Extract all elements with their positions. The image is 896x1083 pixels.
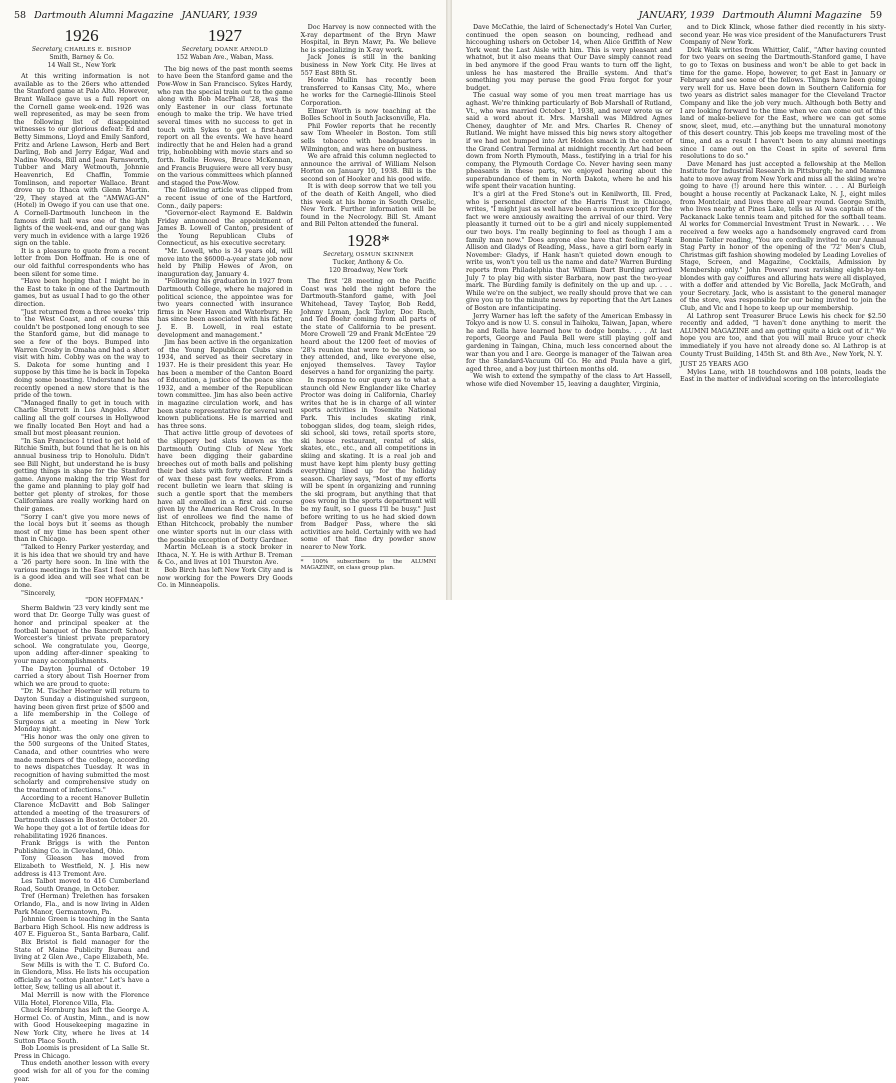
issue-date-right: JANUARY, 1939 xyxy=(638,9,715,21)
paragraph: "Sorry I can't give you more news of the local boys but it seems as though most of my time has been spent other than in Chicago. xyxy=(14,512,150,544)
class-1927-heading: 1927 xyxy=(207,26,242,45)
paragraph: Jim has been active in the organization of the Young Republican Clubs since 1934, and served as their secretary in 1937. He is their president this year. He has been a member of the Canton Board of Education, a justice of the peace since 1932, and a member of the Republican town committee. Jim has also been active in magazine circulation work, and has been state representative for several well known publications. He is married and has three sons. xyxy=(157,338,293,430)
paragraph: The Dayton Journal of October 19 carried a story about Tish Hoerner from which we are proud to quote: xyxy=(14,664,150,688)
right-column-2 xyxy=(680,24,886,596)
paragraph: Sherm Baldwin '23 very kindly sent me word that Dr. George Tully was guest of honor and principal speaker at the football banquet of the Bancroft School, Worcester's tiniest private preparatory school. We congratulate you, George, upon adding after-dinner speaking to your many accomplishments. xyxy=(14,603,150,665)
paragraph: "Sincerely, xyxy=(21,588,56,597)
letter-signature: "DON HOFFMAN." xyxy=(85,597,144,605)
paragraph: It's a girl at the Fred Stone's out in Kenilworth, Ill. Fred, who is personnel director of the Harris Trust in Chicago, writes, "I might just as well have been a reunion except for the fact we were anxiously awaiting the arrival of our third. Very pleasantly it turned out to be a girl and nicely supplemented our two boys. I'm really beginning to feel as though I am a family man now." Does anyone else have that feeling? Hank Allison and Gladys of Reading, Mass., have a girl born early in November: Gladys, if Hank hasn't quieted down enough to write us, won't you tell us the name and date? Warren Burding reports from Philadelphia that William Dart Burding arrived July 7 to play big with sister Barbara, now past the two-year mark. The Burding family is definitely on the up and up. . . . While we're on the subject, we really should prove that we can give you up to the minute news by reporting that the Art Lanes of Boston are infanticipating. xyxy=(466,190,672,312)
right-page xyxy=(452,0,896,600)
paragraph: "Just returned from a three weeks' trip to the West Coast, and of course this couldn't be postponed long enough to see the Stanford game, but did manage to see a few of the boys. Bumped into Warren Crosby in Omaha and had a short visit with him. Cobby was on the way to S. Dakota for some hunting and I suppose by this time he is back in Topeka doing some boasting. Understand he has recently opened a new store that is the pride of the town. xyxy=(14,307,150,400)
paragraph: "Dr. M. Tischer Hoerner will return to Dayton Sunday a distinguished surgeon, having been given first prize of $500 and a life membership in the College of Surgeons at a meeting in New York Monday night. xyxy=(14,687,150,734)
paragraph: That active little group of devotees of the slippery bed slats known as the Dartmouth Outing Club of New York have been digging their gabardine breeches out of moth balls and polishing their bed slats with forty different kinds of wax these past few weeks. From a recent bulletin we learn that skiing is such a gentle sport that the members have all enrolled in a first aid course given by the American Red Cross. In the list of enrollees we find the name of Ethan Hitchcock, probably the number one winter sports nut in our class with the possible exception of Dotty Gardner. xyxy=(157,429,293,544)
paragraph: Chuck Hornburg has left the George A. Hormel Co. of Austin, Minn., and is now with Good Housekeeping magazine in New York City, where he lives at 14 Sutton Place South. xyxy=(14,1006,150,1045)
class-1927-secretary: Secretary, DOANE ARNOLD xyxy=(181,46,269,53)
paragraph: Elmer Worth is now teaching at the Bolles School in South Jacksonville, Fla. xyxy=(300,106,436,123)
paragraph: We are afraid this column neglected to announce the arrival of William Nelson Horton on January 10, 1938. Bill is the second son of Hooker and his good wife. xyxy=(300,152,436,183)
paragraph: Thus endeth another lesson with every good wish for all of you for the coming year. xyxy=(14,1059,150,1083)
paragraph: Mal Merrill is now with the Florence Villa Hotel, Florence Villa, Fla. xyxy=(14,991,150,1007)
paragraph: It is with deep sorrow that we tell you of the death of Keith Angell, who died this week at his home in South Orselic, New York. Further information will be found in the Necrology. Bill St. Amant and Bill Pelton attended the funeral. xyxy=(300,182,436,229)
paragraph: Tref (Herman) Trelethen has forsaken Orlando, Fla., and is now living in Alden Park Manor, Germantown, Pa. xyxy=(14,892,150,916)
paragraph: Martin McLean is a stock broker in Ithaca, N. Y. He is with Arthur B. Treman & Co., and lives at 101 Thurston Ave. xyxy=(157,543,293,567)
paragraph: Jack Jones is still in the banking business in New York City. He lives at 557 East 88th St. xyxy=(300,53,436,77)
paragraph: "Have been hoping that I might be in the East to take in one of the Dartmouth games, but as usual I had to go the other direction. xyxy=(14,277,150,309)
subscription-footnote: * 100% subscribers to the ALUMNI MAGAZINE, on class group plan. xyxy=(301,556,436,572)
class-1927-address: 152 Waban Ave., Waban, Mass. xyxy=(176,54,274,62)
left-column-1 xyxy=(14,24,150,1083)
paragraph: "Governor-elect Raymond E. Baldwin Friday announced the appointment of James B. Lowell of Canton, president of the Young Republican Clubs of Connecticut, as his executive secretary. xyxy=(157,209,293,248)
paragraph: Frank Briggs is with the Penton Publishing Co. in Cleveland, Ohio. xyxy=(14,839,150,855)
page-number-left: 58 xyxy=(14,9,27,21)
paragraph: Howie Mullin has recently been transferred to Kansas City, Mo., where he works for the Carnegie-Illinois Steel Corporation. xyxy=(300,76,436,107)
paragraph: "Talked to Henry Parker yesterday, and it is his idea that we should try and have a '26 party here soon. In line with the various meetings in the East I feel that it is a good idea and will see what can be done. xyxy=(14,543,150,589)
section-heading: JUST 25 YEARS AGO xyxy=(680,360,749,369)
left-column-2 xyxy=(157,24,292,596)
paragraph: "In San Francisco I tried to get hold of Ritchie Smith, but found that he is on his annual business trip to Honolulu. Didn't see Bill Night, but understand he is busy getting things in shape for the Stanford game. Anyone making the trip West for the game and planning to play golf had better get plenty of strokes, for those Californians are really working hard on their games. xyxy=(14,436,150,514)
paragraph: Tony Gleason has moved from Elizabeth to Westfield, N. J. His new address is 413 Tremont Ave. xyxy=(14,854,150,878)
left-page-header xyxy=(14,8,432,22)
paragraph: Al Lathrop sent Treasurer Bruce Lewis his check for $2.50 recently and added, "I haven't done anything to merit the ALUMNI MAGAZINE and am getting quite a kick out of it." We hope you are too, and that you will mail Bruce your check immediately if you have not already done so. Al Lathrop is at County Trust Building, 145th St. and 8th Ave., New York, N. Y. xyxy=(680,311,886,358)
class-1928-secretary: Secretary, OSMUN SKINNER xyxy=(323,251,414,259)
magazine-title-right: Dartmouth Alumni Magazine xyxy=(722,9,862,21)
paragraph: Doc Harvey is now connected with the X-ray department of the Bryn Mawr Hospital, in Bryn Mawr, Pa. We believe he is specializing in X-ray work. xyxy=(300,23,436,54)
paragraph: and to Dick Klinck, whose father died recently in his sixty-second year. He was vice president of the Manufacturers Trust Company of New York. xyxy=(680,23,886,47)
paragraph: Bix Bristol is field manager for the State of Maine Publicity Bureau and living at 2 Glen Ave., Cape Elizabeth, Me. xyxy=(14,937,150,962)
class-1928-heading: 1928* xyxy=(347,231,390,251)
paragraph: The casual way some of you men treat marriage has us aghast. We're thinking particularly of Bob Marshall of Rutland, Vt., who was married October 1, 1938, and never wrote us or said a word about it. Mrs. Marshall was Mildred Agnes Cheney, daughter of Mr. and Mrs. Charles R. Cheney of Rutland. We might have missed this big news story altogether if we had not bumped into Art Holden smack in the center of the Grand Central Terminal at midnight recently. Art had been down from North Plymouth, Mass., testifying in a trial for his company, the Plymouth Cordage Co. Never having seen many pheasants in these parts, we enjoyed hearing about the superabundance of them in North Dakota, where he and his wife spent their vacation hunting. xyxy=(466,91,672,191)
paragraph: It is a pleasure to quote from a recent letter from Don Hoffman. He is one of our old faithful correspondents who has been silent for some time. xyxy=(14,246,150,278)
paragraph: The following article was clipped from a recent issue of one of the Hartford, Conn., daily papers: xyxy=(157,186,293,210)
right-page-header xyxy=(466,8,882,22)
magazine-title-left: Dartmouth Alumni Magazine xyxy=(34,9,174,21)
paragraph: "Mr. Lowell, who is 34 years old, will move into the $6000-a-year state job now held by Philip Hewes of Avon, on inauguration day, January 4. xyxy=(157,247,293,278)
paragraph: In response to our query as to what a staunch old New Englander like Charley Proctor was doing in California, Charley writes that he is in charge of all winter sports activities in Yosemite National Park. This includes skating rink, toboggan slides, dog team, sleigh rides, ski school, ski tows, retail sports store, ski house restaurant, rental of skis, skates, etc., etc., and all competitions in skiing and skating. It is a real job and must have kept him plenty busy getting everything lined up for the holiday season. Charley says, "Most of my efforts will be spent in organizing and running the ski program, but anything that that goes wrong in the sports department will be my fault, so I guess I'll be busy." Just before writing to us he had skied down from Badger Pass, where the ski activities are held. Certainly with we had some of that fine dry powder snow nearer to New York. xyxy=(300,375,436,552)
paragraph: Myles Lane, with 18 touchdowns and 108 points, leads the East in the matter of individual scoring on the intercollegiate xyxy=(680,367,886,384)
paragraph: Johnnie Green is teaching in the Santa Barbara High School. His new address is 407 E. Figueroa St., Santa Barbara, Calif. xyxy=(14,915,150,939)
paragraph: Jerry Warner has left the safety of the American Embassy in Tokyo and is now U. S. consul in Taihoku, Taiwan, Japan, where he and Rella have learned how to dodge bombs. . . . At last reports, George and Paula Bell were still playing golf and gardening in Taingan, China, much less concerned about the war than you and I are. George is manager of the Taiwan area for the Standard-Vacuum Oil Co. He and Paula have a girl, aged three, and a boy just thirteen months old. xyxy=(466,311,672,373)
paragraph: The big news of the past month seems to have been the Stanford game and the Pow-Wow in San Francisco. Sykes Hardy, who ran the special train out to the game along with Bob MacPhail '28, was the only Eastener in our class fortunate enough to make the trip. We have tried several times with no success to get in touch with Sykes to get a first-hand report on all the events. We have heard indirectly that he and Helen had a grand trip, hobnobbing with movie stars and so forth. Rollie Howes, Bruce McKennan, and Francis Bruguiere were all very busy on the various committees which planned and staged the Pow-Wow. xyxy=(157,64,293,187)
paragraph: Les Talbot moved to 416 Cumberland Road, South Orange, in October. xyxy=(14,877,150,893)
left-page xyxy=(0,0,446,1083)
paragraph: "His honor was the only one given to the 500 surgeons of the United States, Canada, and other countries who were made members of the college, according to news dispatches Tuesday. It was in recognition of having submitted the most scholarly and comprehensive study on the treatment of infections." xyxy=(14,732,150,795)
paragraph: Phil Fowler reports that he recently saw Tom Wheeler in Boston. Tom still sells tobacco with headquarters in Wilmington, and was here on business. xyxy=(300,121,436,153)
issue-date-left: JANUARY, 1939 xyxy=(181,9,258,21)
paragraph: According to a recent Hanover Bulletin Clarence McDavitt and Bob Salinger attended a meeting of the treasurers of Dartmouth classes in Boston October 20. We hope they got a lot of fertile ideas for rehabilitating 1926 finances. xyxy=(14,793,150,840)
paragraph: The first '28 meeting on the Pacific Coast was held the night before the Dartmouth-Stanford game, with Joel Whitehead, Tavey Taylor, Bob Redd, Johnny Lyman, Jack Taylor, Doc Ruch, and Ted Boehr coming from all parts of the state of California to be present. More Crowell '29 and Frank McEntee '29 heard about the 1200 feet of movies of '28's reunion that were to be shown, so they attended, and, like everyone else, enjoyed themselves. Tavey Taylor deserves a hand for organizing the party. xyxy=(300,277,436,377)
class-1926-heading: 1926 xyxy=(64,26,99,45)
class-1926-address: Smith, Barney & Co. 14 Wall St., New York xyxy=(47,54,116,69)
page-number-right: 59 xyxy=(869,9,882,21)
paragraph: Sew Mills is with the T. C. Buford Co. in Glendora, Miss. He lists his occupation officially as "cotton planter." Let's have a letter, Sew, telling us all about it. xyxy=(14,960,150,992)
paragraph: We wish to extend the sympathy of the class to Art Hassell, whose wife died November 15, leaving a daughter, Virginia, xyxy=(466,372,672,388)
paragraph: Dick Walk writes from Whittier, Calif., "After having counted for two years on seeing the Dartmouth-Stanford game, I have to go to Texas on business and won't be able to get back in time for the game. Hope, however, to get East in January or February and see some of the fellows. Things have been going very well for us. Have been down in Southern California for two years as district sales manager for the Cleveland Tractor Company and like the job very much. Although both Betty and I are looking forward to the time when we can come out of this land of make-believe for the East, where we can get some snow, sleet, mud, etc.—anything but the unnatural monotony of this desert country. This job keeps me traveling most of the time, and as a result I haven't been to any alumni meetings since I came out on the Coast in spite of several firm resolutions to do so." xyxy=(680,45,886,161)
paragraph: Bob Loomis is president of La Salle St. Press in Chicago. xyxy=(14,1044,150,1060)
paragraph: At this writing information is not available as to the 26ers who attended the Stanford game at Palo Alto. However, Brant Wallace gave us a full report on the Cornell game week-end. 1926 was well represented, as may be seen from the following list of disappointed witnesses to our glorious defeat: Ed and Betty Simmons, Lloyd and Emily Sanford, Fritz and Arlene Lawson, Herb and Bert Darling, Bob and Jerry Edgar, Wad and Nadine Woods, Bill and Jean Farnsworth, Tubber and Mary Wetmouth, Johnnie Heavenrich, Ed Chaffin, Tommie Tomlinson, and reporter Wallace. Brant drove up to Ithaca with Glenn Martin. '29, They stayed at the "AMWAG-AN" (Hotel) in Owego if you can use that one. A Cornell-Dartmouth luncheon in the famous drill hall was one of the high lights of the week-end, and our gang was very much in evidence with a large 1926 sign on the table. xyxy=(14,72,150,248)
class-1926-secretary: Secretary, CHARLES E. BISHOP xyxy=(31,46,132,53)
paragraph: Dave Menard has just accepted a fellowship at the Mellon Institute for Industrial Research in Pittsburgh; he and Mamma hate to move away from New York and miss all the skiing we're going to have (!) around here this winter. . . . Al Burleigh bought a house recently at Packanack Lake, N. J., eight miles from Montclair, and lives there all year round. George Smith, who lives nearby at Pines Lake, tells us Al was captain of the Packanack Lake tennis team and pitched for the softball team. Al works for Commercial Investment Trust in Newark. . . . We received a few weeks ago a handsomely engraved card from Bonnie Teller reading, "You are cordially invited to our Annual Stag Party in honor of the opening of the '72' Men's Club, Christmas gift fashion showing modeled by Leading Lovelies of Stage, Screen, and Magazine, Cocktails, Admission by Membership only." John Powers' most ravishing eight-by-ten blondes with gay coiffures and alluring hats were all displayed, with a doffer and attended by Vic Borella, Jack McGrath, and your Secretary. Jack, who is assistant to the general manager of the store, was responsible for our being invited to join the Club, and Vic and I hope to keep up our membership. xyxy=(680,159,887,312)
right-column-1 xyxy=(466,24,672,596)
paragraph: Bob Birch has left New York City and is now working for the Powers Dry Goods Co. in Minneapolis. xyxy=(157,566,293,590)
left-column-3 xyxy=(301,24,436,596)
class-1928-address: Tucker, Anthony & Co. 120 Broadway, New York xyxy=(329,259,408,274)
paragraph: "Managed finally to get in touch with Charlie Sturrett in Los Angeles. After calling all the golf courses in Hollywood we finally located Ben Hoyt and had a small but most pleasant reunion. xyxy=(14,398,150,438)
paragraph: Dave McCathie, the laird of Schenectady's Hotel Van Curler, continued the open season on bouncing, redhead and hiccoughing ushers on October 14, when Alice Griffith of New York went the Last Aisle with him. This is very pleasant and whatnot, but it also means that Our Dave simply cannot read in bed anymore if the good Frau wants to turn off the light, unless he has mastered the Braille system. And that's something you may peruse the good Frau forgot for your budget. xyxy=(466,23,672,92)
paragraph: "Following his graduation in 1927 from Dartmouth College, where he majored in political science, the appointee was for two years connected with insurance firms in New Haven and Waterbury. He has since been associated with his father, J. E. B. Lowell, in real estate development and management." xyxy=(157,277,293,339)
